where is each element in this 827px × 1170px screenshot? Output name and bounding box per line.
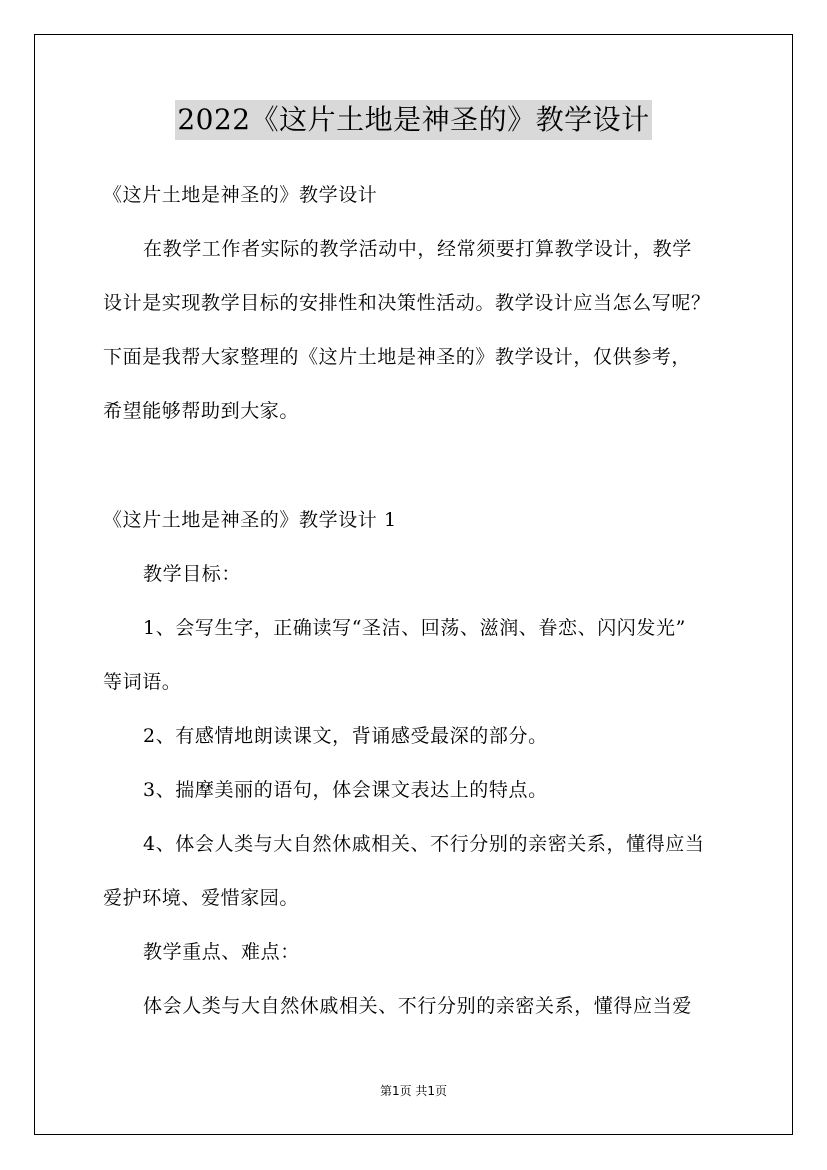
objective-2: 2、有感情地朗读课文，背诵感受最深的部分。 [143,725,548,747]
objective-4-line-1: 4、体会人类与大自然休戚相关、不行分别的亲密关系，懂得应当 [143,833,705,855]
subtitle-line: 《这片土地是神圣的》教学设计 [103,184,378,206]
objectives-heading: 教学目标： [143,563,242,585]
section-heading: 《这片土地是神圣的》教学设计 1 [103,509,397,531]
intro-line-4: 希望能够帮助到大家。 [103,400,300,422]
page-footer: 第1页 共1页 [379,1084,448,1098]
objective-3: 3、揣摩美丽的语句，体会课文表达上的特点。 [143,779,548,801]
intro-line-1: 在教学工作者实际的教学活动中，经常须要打算教学设计，教学 [143,238,692,260]
document-title: 2022《这片土地是神圣的》教学设计 [175,100,651,140]
intro-line-3: 下面是我帮大家整理的《这片土地是神圣的》教学设计，仅供参考， [103,346,692,368]
key-points-heading: 教学重点、难点： [143,941,300,963]
objective-4-line-2: 爱护环境、爱惜家园。 [103,887,300,909]
objective-1-line-1: 1、会写生字，正确读写“圣洁、回荡、滋润、眷恋、闪闪发光” [143,617,686,639]
key-points-line-1: 体会人类与大自然休戚相关、不行分别的亲密关系，懂得应当爱 [143,995,692,1017]
title-container [0,100,827,140]
intro-line-2: 设计是实现教学目标的安排性和决策性活动。教学设计应当怎么写呢？ [103,292,711,314]
objective-1-line-2: 等词语。 [103,671,182,693]
